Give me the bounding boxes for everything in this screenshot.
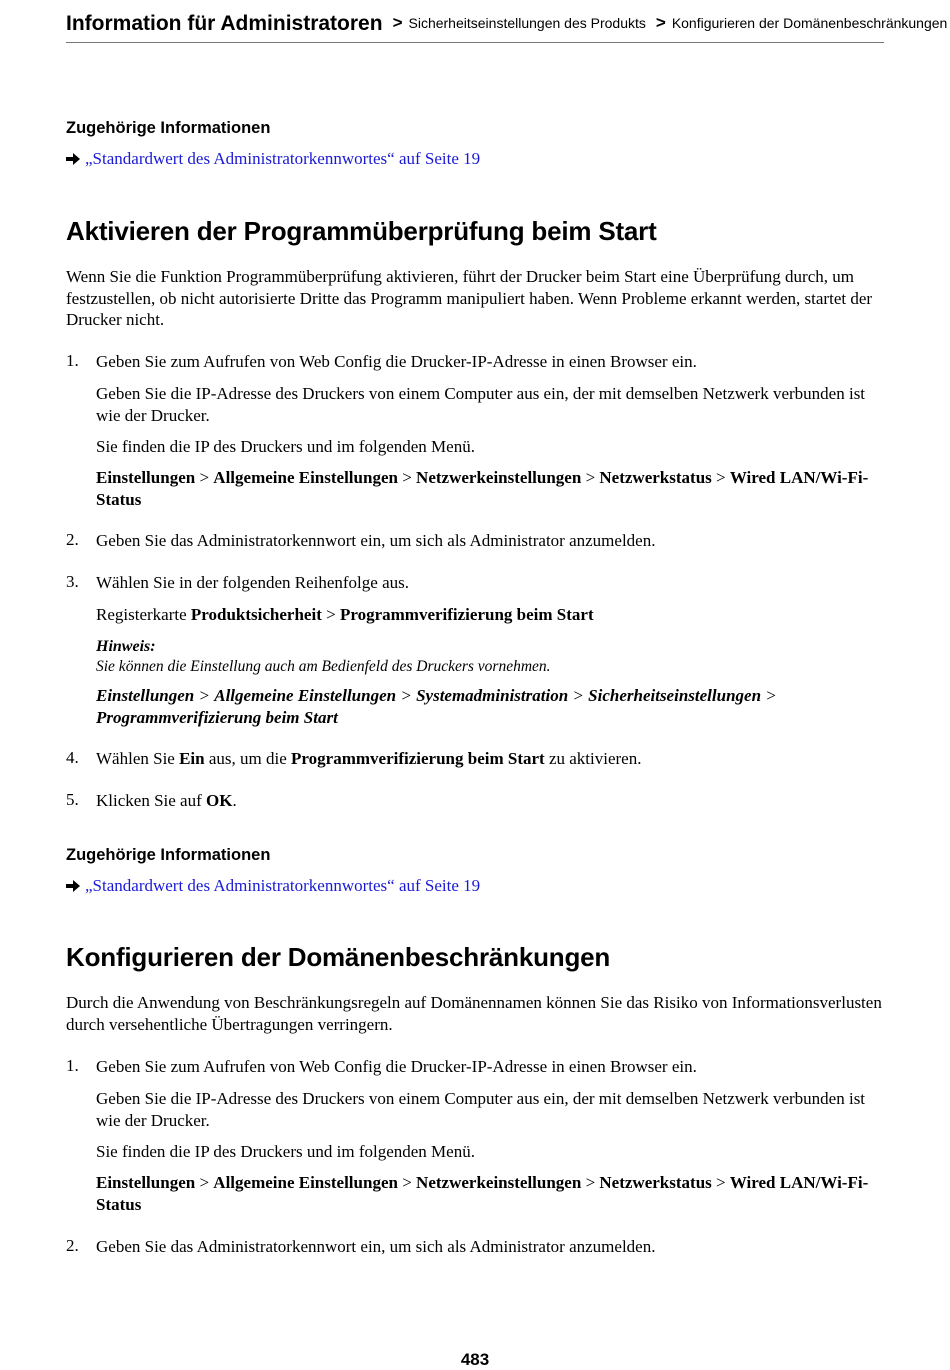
related-link[interactable]: „Standardwert des Administratorkennwortes“ auf Seite 19	[85, 149, 481, 168]
header-title: Information für Administratoren	[66, 12, 383, 35]
related-info	[66, 119, 884, 138]
breadcrumb-item: Konfigurieren der Domänenbeschränkungen	[671, 15, 948, 31]
step-number: 2.	[66, 530, 79, 549]
step-number: 2.	[66, 1236, 79, 1255]
page-number: 483	[460, 1350, 490, 1369]
section-title: Konfigurieren der Domänenbeschränkungen	[66, 942, 611, 972]
step-text: Wählen Sie in der folgenden Reihenfolge aus.	[96, 573, 409, 592]
arrow-right-icon	[66, 880, 80, 892]
section-intro: Wenn Sie die Funktion Programmüberprüfung aktivieren, führt der Drucker beim Start eine Überprüfung durch, um festzustellen, ob nicht autorisierte Dritte das Programm manipuliert haben. Wenn Probleme erkannt werden, startet der Drucker nicht.	[66, 267, 873, 329]
step-number: 1.	[66, 1056, 79, 1075]
step-number: 4.	[66, 748, 79, 767]
step-text: Klicken Sie auf OK.	[96, 791, 237, 810]
tab-path: Registerkarte Produktsicherheit > Programmverifizierung beim Start	[96, 605, 594, 624]
step-text: Wählen Sie Ein aus, um die Programmverifizierung beim Start zu aktivieren.	[96, 749, 642, 768]
step-text: Geben Sie das Administratorkennwort ein, um sich als Administrator anzumelden.	[96, 1237, 656, 1256]
related-link-row[interactable]	[66, 876, 884, 896]
step-detail: Sie finden die IP des Druckers und im folgenden Menü.	[96, 437, 475, 456]
section-title: Aktivieren der Programmüberprüfung beim Start	[66, 216, 657, 246]
related-link-row[interactable]	[66, 149, 884, 169]
step-number: 5.	[66, 790, 79, 809]
note-label: Hinweis:	[96, 638, 156, 655]
menu-path: Einstellungen > Allgemeine Einstellungen > Netzwerkeinstellungen > Netzwerkstatus > Wired LAN/Wi-Fi-Status	[96, 1173, 869, 1214]
breadcrumb-item: Sicherheitseinstellungen des Produkts	[408, 15, 646, 31]
step-text: Geben Sie zum Aufrufen von Web Config die Drucker-IP-Adresse in einen Browser ein.	[96, 1057, 697, 1076]
step-text: Geben Sie zum Aufrufen von Web Config die Drucker-IP-Adresse in einen Browser ein.	[96, 352, 697, 371]
related-info-heading: Zugehörige Informationen	[66, 119, 271, 137]
step-number: 1.	[66, 351, 79, 370]
step-text: Geben Sie das Administratorkennwort ein, um sich als Administrator anzumelden.	[96, 531, 656, 550]
running-header	[66, 10, 948, 43]
related-link[interactable]: „Standardwert des Administratorkennwortes“ auf Seite 19	[85, 876, 481, 895]
arrow-right-icon	[66, 153, 80, 165]
related-info	[66, 846, 884, 865]
note-text: Sie können die Einstellung auch am Bedienfeld des Druckers vornehmen.	[96, 658, 551, 675]
note-menu-path: Einstellungen > Allgemeine Einstellungen > Systemadministration > Sicherheitseinstellungen > Programmverifizierung beim Start	[96, 686, 777, 727]
breadcrumb-separator: >	[655, 13, 666, 32]
related-info-heading: Zugehörige Informationen	[66, 846, 271, 864]
step-number: 3.	[66, 572, 79, 591]
breadcrumb-separator: >	[392, 13, 403, 32]
step-detail: Sie finden die IP des Druckers und im folgenden Menü.	[96, 1142, 475, 1161]
step-detail: Geben Sie die IP-Adresse des Druckers von einem Computer aus ein, der mit demselben Netzwerk verbunden ist wie der Drucker.	[96, 384, 866, 425]
step-detail: Geben Sie die IP-Adresse des Druckers von einem Computer aus ein, der mit demselben Netzwerk verbunden ist wie der Drucker.	[96, 1089, 866, 1130]
menu-path: Einstellungen > Allgemeine Einstellungen > Netzwerkeinstellungen > Netzwerkstatus > Wired LAN/Wi-Fi-Status	[96, 468, 869, 509]
section-intro: Durch die Anwendung von Beschränkungsregeln auf Domänennamen können Sie das Risiko von Informationsverlusten durch versehentliche Übertragungen verringern.	[66, 993, 882, 1034]
